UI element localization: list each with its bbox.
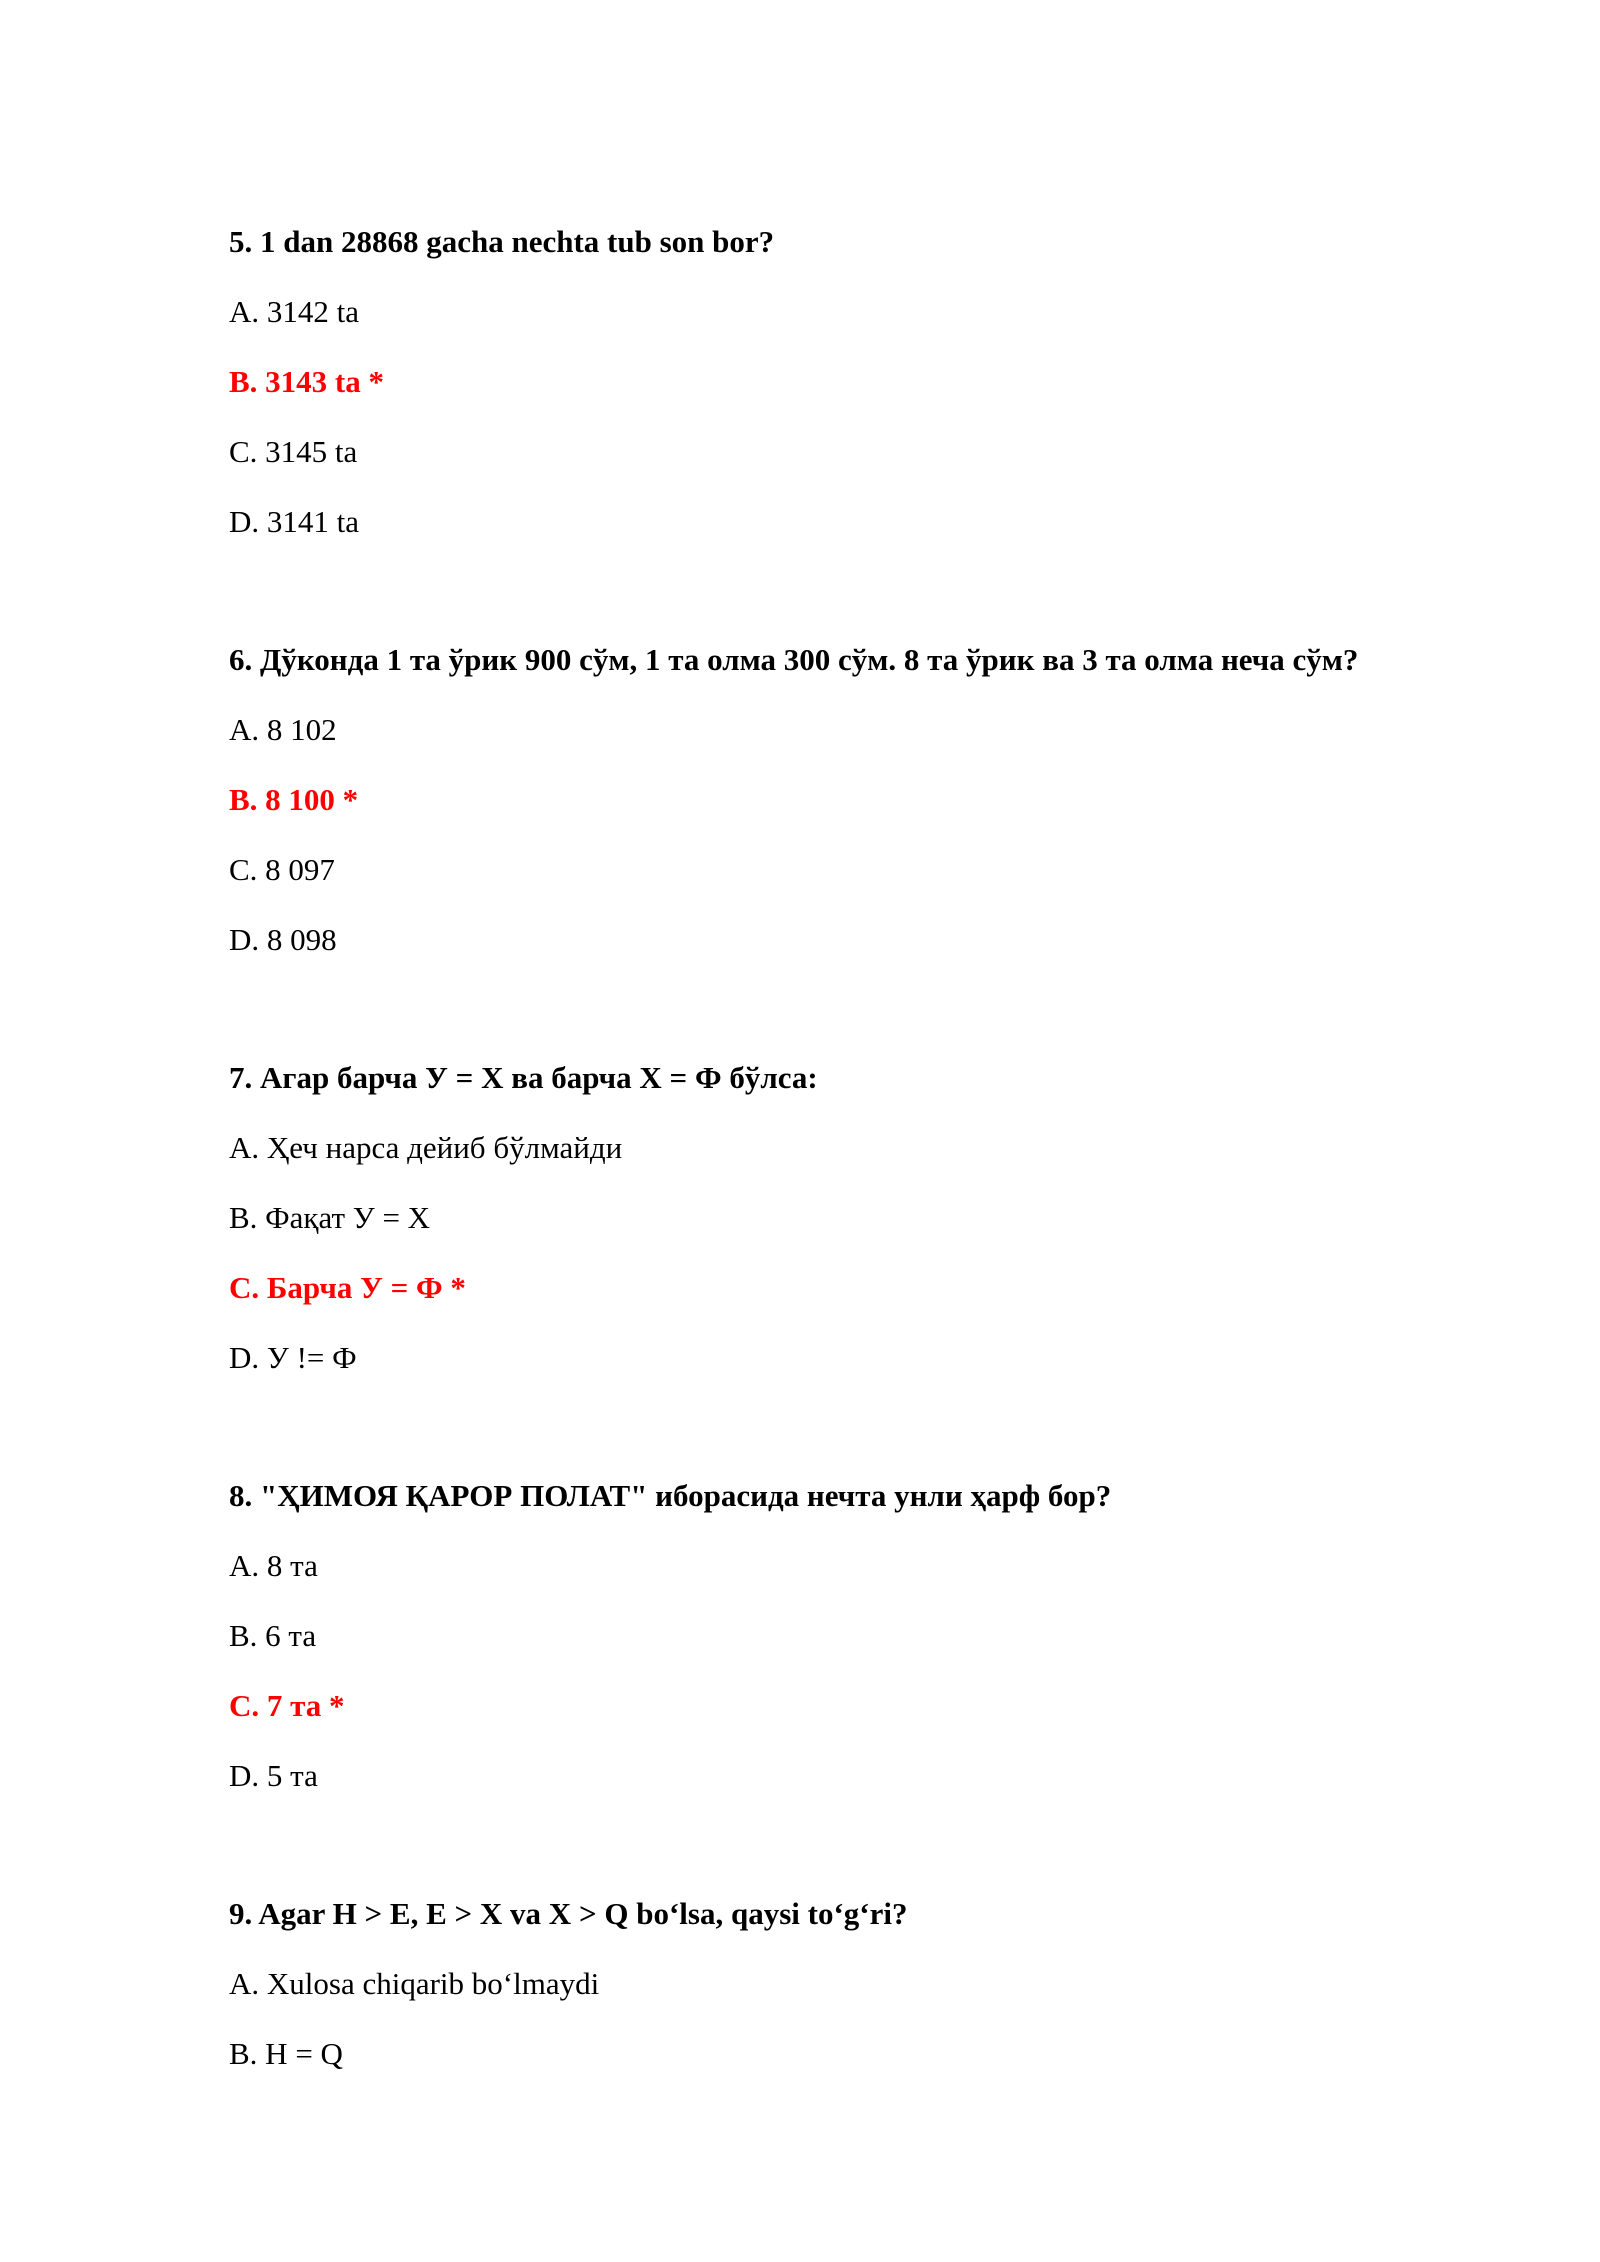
question-title: 6. Дўконда 1 та ўрик 900 сўм, 1 та олма 300 сўм. 8 та ўрик ва 3 та олма неча сўм? bbox=[229, 642, 1359, 677]
question-5 bbox=[229, 222, 1529, 542]
question-7 bbox=[229, 1058, 1529, 1378]
option-c: C. 8 097 bbox=[229, 852, 335, 887]
option-a: A. 8 102 bbox=[229, 712, 337, 747]
question-8 bbox=[229, 1476, 1529, 1796]
option-b: B. Фақат У = Х bbox=[229, 1200, 431, 1235]
option-d: D. 8 098 bbox=[229, 922, 337, 957]
option-c-correct: C. Барча У = Ф * bbox=[229, 1270, 466, 1305]
option-b-correct: B. 8 100 * bbox=[229, 782, 359, 817]
question-title: 5. 1 dan 28868 gacha nechta tub son bor? bbox=[229, 224, 775, 259]
option-a: A. 8 та bbox=[229, 1548, 318, 1583]
option-a: A. Xulosa chiqarib bo‘lmaydi bbox=[229, 1966, 600, 2001]
option-b: B. H = Q bbox=[229, 2036, 343, 2071]
option-d: D. 3141 ta bbox=[229, 504, 360, 539]
option-a: A. Ҳеч нарса дейиб бўлмайди bbox=[229, 1130, 623, 1165]
question-title: 7. Агар барча У = Х ва барча Х = Ф бўлса: bbox=[229, 1060, 818, 1095]
option-d: D. 5 та bbox=[229, 1758, 318, 1793]
option-d: D. У != Ф bbox=[229, 1340, 357, 1375]
question-9 bbox=[229, 1894, 1529, 2074]
option-b-correct: B. 3143 ta * bbox=[229, 364, 384, 399]
question-title: 9. Agar H > E, E > X va X > Q bo‘lsa, qaysi to‘g‘ri? bbox=[229, 1896, 908, 1931]
question-6 bbox=[229, 640, 1529, 960]
option-c: C. 3145 ta bbox=[229, 434, 358, 469]
option-a: A. 3142 ta bbox=[229, 294, 360, 329]
option-c-correct: C. 7 та * bbox=[229, 1688, 345, 1723]
question-title: 8. "ҲИМОЯ ҚАРОР ПОЛАТ" иборасида нечта унли ҳарф бор? bbox=[229, 1478, 1112, 1513]
option-b: B. 6 та bbox=[229, 1618, 317, 1653]
